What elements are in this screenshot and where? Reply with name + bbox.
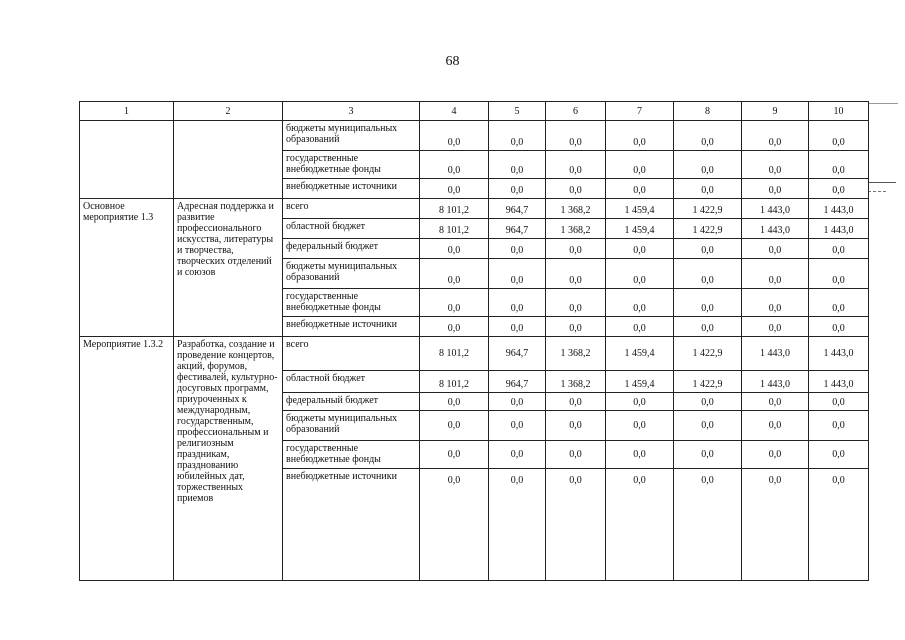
value-cell: 0,0	[606, 151, 674, 179]
value-cell: 0,0	[674, 259, 742, 289]
value-cell: 0,0	[674, 441, 742, 469]
value-cell: 0,0	[489, 393, 546, 411]
funding-source: областной бюджет	[283, 219, 420, 239]
value-cell: 0,0	[546, 317, 606, 337]
value-cell: 0,0	[809, 289, 869, 317]
value-cell: 0,0	[674, 411, 742, 441]
value-cell: 1 422,9	[674, 199, 742, 219]
value-cell: 0,0	[420, 179, 489, 199]
value-cell: 0,0	[674, 393, 742, 411]
value-cell: 1 422,9	[674, 337, 742, 371]
value-cell: 0,0	[606, 441, 674, 469]
value-cell: 0,0	[489, 151, 546, 179]
value-cell: 0,0	[809, 469, 869, 581]
column-header: 7	[606, 102, 674, 121]
value-cell: 0,0	[546, 179, 606, 199]
funding-source: федеральный бюджет	[283, 239, 420, 259]
value-cell: 1 443,0	[742, 199, 809, 219]
value-cell: 964,7	[489, 199, 546, 219]
activity-description: Разработка, создание и проведение концертов, акций, форумов, фестивалей, культурно-досуговых программ, приуроченных к международным, государственным, профессиональным и религиозным праздникам, празднованию юбилейных дат, торжественных приемов	[174, 337, 283, 581]
value-cell: 0,0	[606, 259, 674, 289]
value-cell: 0,0	[546, 411, 606, 441]
value-cell: 0,0	[809, 259, 869, 289]
page-number: 68	[445, 54, 460, 69]
value-cell: 0,0	[606, 121, 674, 151]
value-cell: 0,0	[606, 239, 674, 259]
value-cell: 0,0	[674, 469, 742, 581]
value-cell: 0,0	[546, 469, 606, 581]
value-cell: 1 422,9	[674, 371, 742, 393]
value-cell: 0,0	[674, 289, 742, 317]
value-cell: 1 368,2	[546, 371, 606, 393]
value-cell: 1 368,2	[546, 219, 606, 239]
value-cell: 1 443,0	[809, 199, 869, 219]
funding-source: государственные внебюджетные фонды	[283, 441, 420, 469]
funding-table	[79, 101, 869, 581]
value-cell: 0,0	[742, 179, 809, 199]
value-cell: 0,0	[420, 121, 489, 151]
value-cell: 0,0	[809, 317, 869, 337]
value-cell: 0,0	[809, 121, 869, 151]
value-cell: 0,0	[742, 151, 809, 179]
value-cell: 1 443,0	[809, 219, 869, 239]
column-header: 3	[283, 102, 420, 121]
value-cell: 0,0	[674, 151, 742, 179]
value-cell: 0,0	[742, 289, 809, 317]
value-cell: 1 459,4	[606, 219, 674, 239]
value-cell: 0,0	[606, 411, 674, 441]
value-cell: 0,0	[742, 239, 809, 259]
value-cell: 1 459,4	[606, 371, 674, 393]
value-cell: 0,0	[489, 411, 546, 441]
value-cell: 1 422,9	[674, 219, 742, 239]
value-cell: 0,0	[420, 469, 489, 581]
value-cell: 0,0	[546, 441, 606, 469]
value-cell: 0,0	[606, 179, 674, 199]
column-header: 2	[174, 102, 283, 121]
value-cell: 1 443,0	[742, 219, 809, 239]
value-cell: 0,0	[606, 469, 674, 581]
column-header: 9	[742, 102, 809, 121]
value-cell: 0,0	[546, 151, 606, 179]
value-cell: 1 443,0	[809, 371, 869, 393]
value-cell: 1 443,0	[809, 337, 869, 371]
value-cell: 8 101,2	[420, 337, 489, 371]
value-cell: 0,0	[489, 289, 546, 317]
value-cell: 0,0	[489, 179, 546, 199]
column-header: 8	[674, 102, 742, 121]
value-cell: 1 368,2	[546, 199, 606, 219]
funding-source: внебюджетные источники	[283, 469, 420, 581]
funding-source: бюджеты муниципальных образований	[283, 121, 420, 151]
value-cell: 0,0	[489, 469, 546, 581]
value-cell: 0,0	[809, 239, 869, 259]
column-header: 6	[546, 102, 606, 121]
value-cell: 0,0	[809, 179, 869, 199]
scan-artifact-line	[868, 182, 896, 183]
value-cell: 0,0	[420, 393, 489, 411]
table-row	[80, 199, 869, 219]
value-cell: 0,0	[742, 121, 809, 151]
funding-source: областной бюджет	[283, 371, 420, 393]
value-cell: 1 459,4	[606, 337, 674, 371]
header-row	[80, 102, 869, 121]
value-cell: 0,0	[546, 289, 606, 317]
value-cell: 0,0	[674, 179, 742, 199]
value-cell: 0,0	[606, 317, 674, 337]
funding-source: всего	[283, 337, 420, 371]
value-cell: 0,0	[674, 317, 742, 337]
value-cell: 0,0	[742, 393, 809, 411]
funding-source: бюджеты муниципальных образований	[283, 411, 420, 441]
value-cell: 0,0	[809, 411, 869, 441]
value-cell: 964,7	[489, 219, 546, 239]
value-cell: 0,0	[606, 393, 674, 411]
value-cell: 0,0	[546, 259, 606, 289]
empty-cell	[174, 121, 283, 199]
value-cell: 0,0	[606, 289, 674, 317]
value-cell: 0,0	[809, 393, 869, 411]
value-cell: 8 101,2	[420, 371, 489, 393]
column-header: 5	[489, 102, 546, 121]
value-cell: 0,0	[420, 317, 489, 337]
funding-source: внебюджетные источники	[283, 317, 420, 337]
empty-cell	[80, 121, 174, 199]
column-header: 10	[809, 102, 869, 121]
funding-source: государственные внебюджетные фонды	[283, 289, 420, 317]
column-header: 1	[80, 102, 174, 121]
value-cell: 0,0	[420, 151, 489, 179]
value-cell: 0,0	[420, 259, 489, 289]
funding-source: федеральный бюджет	[283, 393, 420, 411]
value-cell: 0,0	[546, 239, 606, 259]
value-cell: 0,0	[742, 317, 809, 337]
value-cell: 1 443,0	[742, 337, 809, 371]
value-cell: 0,0	[420, 239, 489, 259]
value-cell: 0,0	[489, 441, 546, 469]
value-cell: 0,0	[742, 411, 809, 441]
funding-source: бюджеты муниципальных образований	[283, 259, 420, 289]
value-cell: 0,0	[742, 441, 809, 469]
value-cell: 8 101,2	[420, 199, 489, 219]
value-cell: 1 368,2	[546, 337, 606, 371]
value-cell: 0,0	[742, 259, 809, 289]
value-cell: 0,0	[546, 393, 606, 411]
value-cell: 0,0	[809, 441, 869, 469]
table-row	[80, 121, 869, 151]
value-cell: 0,0	[420, 289, 489, 317]
column-header: 4	[420, 102, 489, 121]
value-cell: 0,0	[742, 469, 809, 581]
value-cell: 0,0	[809, 151, 869, 179]
funding-source: государственные внебюджетные фонды	[283, 151, 420, 179]
value-cell: 0,0	[420, 411, 489, 441]
value-cell: 964,7	[489, 337, 546, 371]
value-cell: 0,0	[489, 317, 546, 337]
value-cell: 8 101,2	[420, 219, 489, 239]
funding-source: всего	[283, 199, 420, 219]
value-cell: 0,0	[674, 239, 742, 259]
table-row	[80, 337, 869, 371]
value-cell: 1 443,0	[742, 371, 809, 393]
value-cell: 0,0	[489, 239, 546, 259]
value-cell: 0,0	[489, 259, 546, 289]
value-cell: 0,0	[420, 441, 489, 469]
value-cell: 0,0	[489, 121, 546, 151]
value-cell: 0,0	[546, 121, 606, 151]
scan-artifact-line	[868, 103, 898, 104]
activity-description: Адресная поддержка и развитие профессионального искусства, литературы и творчества, творческих отделений и союзов	[174, 199, 283, 337]
funding-source: внебюджетные источники	[283, 179, 420, 199]
scan-artifact-line	[868, 191, 886, 192]
activity-code: Мероприятие 1.3.2	[80, 337, 174, 581]
value-cell: 964,7	[489, 371, 546, 393]
value-cell: 1 459,4	[606, 199, 674, 219]
value-cell: 0,0	[674, 121, 742, 151]
activity-code: Основное мероприятие 1.3	[80, 199, 174, 337]
